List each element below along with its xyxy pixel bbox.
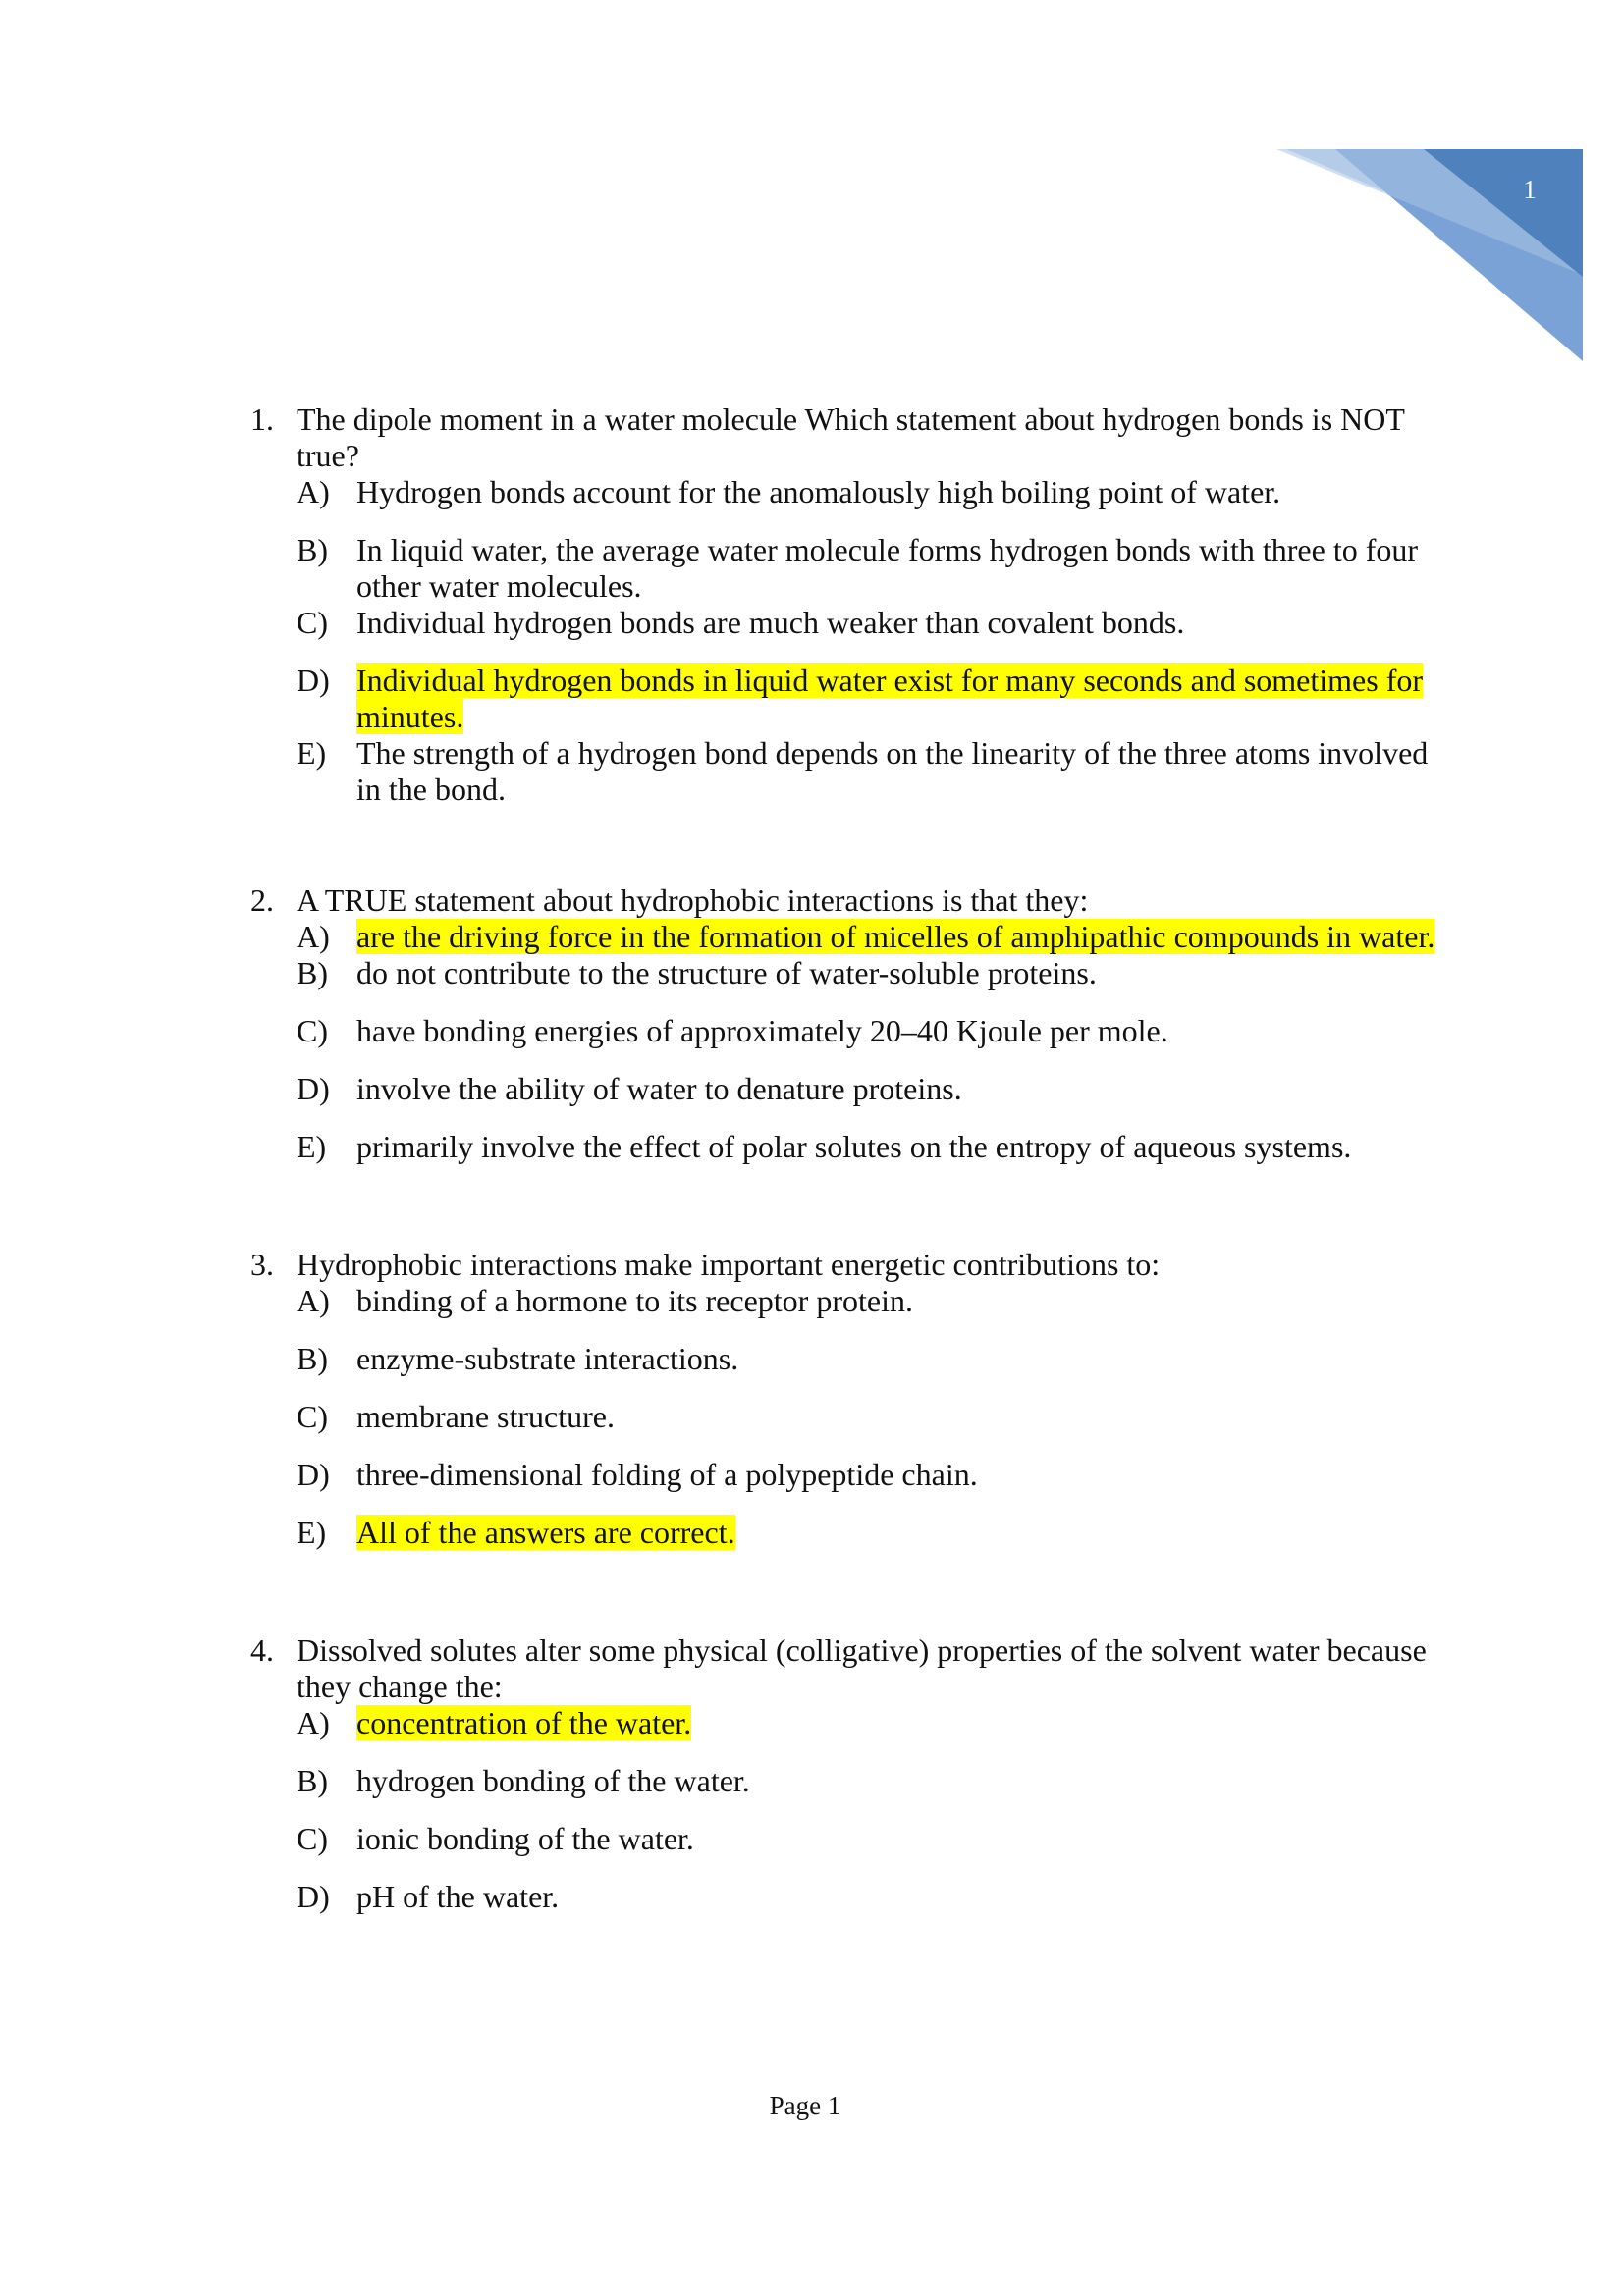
option-text: enzyme-substrate interactions. — [356, 1341, 739, 1376]
option-text: Individual hydrogen bonds are much weaker than covalent bonds. — [356, 605, 1185, 640]
highlighted-answer-text: concentration of the water. — [356, 1705, 692, 1740]
option-text: have bonding energies of approximately 20–40 Kjoule per mole. — [356, 1013, 1168, 1048]
option-letter: C) — [297, 1013, 328, 1048]
question-number: 3. — [250, 1247, 274, 1282]
option-letter: C) — [297, 1399, 328, 1434]
option-letter: A) — [297, 1283, 330, 1318]
option-letter: B) — [297, 955, 328, 990]
option-letter: C) — [297, 1821, 328, 1856]
option-d-correct[interactable] — [297, 663, 1458, 735]
option-letter: B) — [297, 1341, 328, 1376]
highlighted-answer-text: All of the answers are correct. — [356, 1515, 735, 1550]
option-c[interactable] — [297, 1821, 1458, 1857]
option-text: binding of a hormone to its receptor protein. — [356, 1283, 913, 1318]
question-4 — [250, 1632, 1458, 1915]
option-letter: C) — [297, 605, 328, 640]
option-c[interactable] — [297, 605, 1458, 641]
option-letter: E) — [297, 1515, 327, 1550]
footer-page-label: Page 1 — [769, 2091, 841, 2120]
question-1 — [250, 401, 1458, 808]
highlighted-answer-text: are the driving force in the formation of micelles of amphipathic compounds in water. — [356, 919, 1435, 954]
option-d[interactable] — [297, 1071, 1458, 1107]
option-b[interactable] — [297, 955, 1458, 991]
option-a-correct[interactable] — [297, 919, 1458, 955]
option-letter: D) — [297, 1879, 330, 1914]
header-page-number: 1 — [1523, 175, 1537, 204]
question-number: 4. — [250, 1632, 274, 1668]
option-text: three-dimensional folding of a polypeptide chain. — [356, 1457, 978, 1492]
option-letter: B) — [297, 1763, 328, 1798]
option-text: primarily involve the effect of polar solutes on the entropy of aqueous systems. — [356, 1129, 1352, 1164]
option-text: Hydrogen bonds account for the anomalously high boiling point of water. — [356, 474, 1281, 509]
option-c[interactable] — [297, 1013, 1458, 1049]
question-text: Hydrophobic interactions make important energetic contributions to: — [297, 1247, 1161, 1282]
option-letter: E) — [297, 735, 327, 771]
question-list — [250, 401, 1458, 1915]
option-b[interactable] — [297, 1341, 1458, 1377]
option-list — [297, 1705, 1458, 1915]
option-letter: B) — [297, 532, 328, 567]
option-a-correct[interactable] — [297, 1705, 1458, 1741]
option-letter: A) — [297, 1705, 330, 1740]
question-number: 1. — [250, 401, 274, 437]
option-b[interactable] — [297, 1763, 1458, 1799]
option-letter: D) — [297, 663, 330, 698]
option-text: In liquid water, the average water molecule forms hydrogen bonds with three to four other water molecules. — [356, 532, 1419, 604]
option-text: pH of the water. — [356, 1879, 560, 1914]
option-e[interactable] — [297, 735, 1458, 808]
option-letter: D) — [297, 1071, 330, 1106]
option-e-correct[interactable] — [297, 1515, 1458, 1551]
question-3 — [250, 1247, 1458, 1551]
question-text: The dipole moment in a water molecule Which statement about hydrogen bonds is NOT true? — [297, 401, 1405, 473]
option-letter: E) — [297, 1129, 327, 1164]
question-2 — [250, 882, 1458, 1165]
question-number: 2. — [250, 882, 274, 918]
highlighted-answer-text: Individual hydrogen bonds in liquid water exist for many seconds and sometimes for minutes. — [356, 663, 1424, 734]
option-a[interactable] — [297, 1283, 1458, 1319]
option-text: membrane structure. — [356, 1399, 615, 1434]
option-text: ionic bonding of the water. — [356, 1821, 694, 1856]
option-letter: D) — [297, 1457, 330, 1492]
option-text: involve the ability of water to denature proteins. — [356, 1071, 962, 1106]
option-text: hydrogen bonding of the water. — [356, 1763, 750, 1798]
option-list — [297, 1283, 1458, 1551]
option-letter: A) — [297, 474, 330, 509]
option-text: The strength of a hydrogen bond depends on the linearity of the three atoms involved in the bond. — [356, 735, 1429, 807]
option-e[interactable] — [297, 1129, 1458, 1165]
question-text: Dissolved solutes alter some physical (colligative) properties of the solvent water because they change the: — [297, 1632, 1427, 1704]
option-b[interactable] — [297, 532, 1458, 605]
option-a[interactable] — [297, 474, 1458, 510]
option-list — [297, 474, 1458, 808]
option-text: do not contribute to the structure of water-soluble proteins. — [356, 955, 1097, 990]
option-list — [297, 919, 1458, 1165]
option-d[interactable] — [297, 1879, 1458, 1915]
option-letter: A) — [297, 919, 330, 954]
question-text: A TRUE statement about hydrophobic interactions is that they: — [297, 882, 1089, 918]
option-d[interactable] — [297, 1457, 1458, 1493]
option-c[interactable] — [297, 1399, 1458, 1435]
